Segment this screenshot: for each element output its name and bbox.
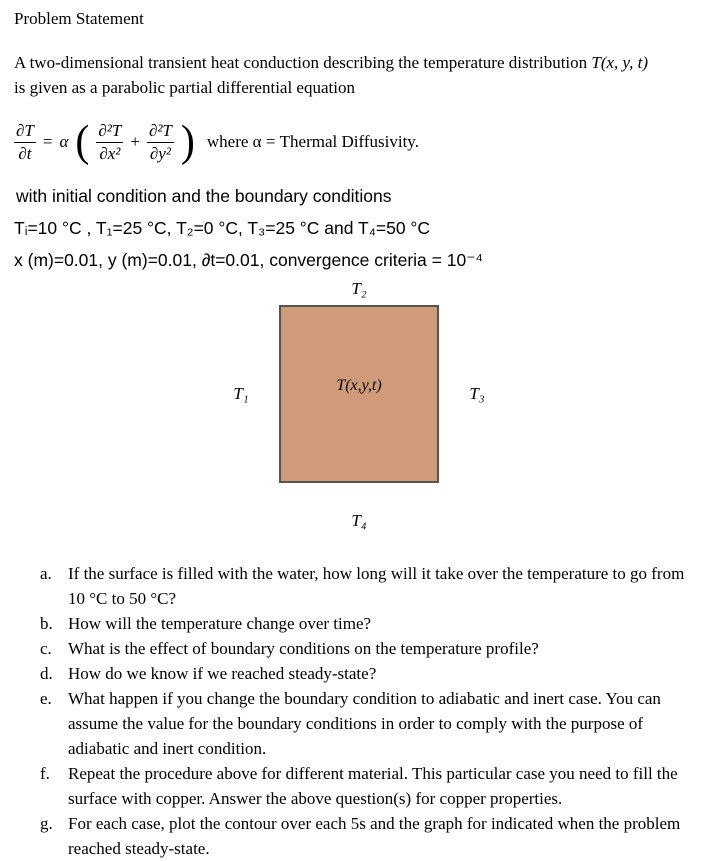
question-item-d bbox=[14, 661, 704, 686]
equals-sign: = bbox=[42, 132, 53, 151]
question-item-f bbox=[14, 761, 704, 811]
boundary-label-T2: T₂ bbox=[351, 279, 367, 298]
boundary-label-T4: T₄ bbox=[351, 511, 367, 530]
question-text: For each case, plot the contour over each 5s and the graph for indicated when the problem reached steady-state. bbox=[68, 814, 681, 858]
question-item-e bbox=[14, 686, 704, 761]
question-item-b bbox=[14, 611, 704, 636]
question-text: How will the temperature change over time? bbox=[68, 614, 372, 633]
question-text: How do we know if we reached steady-state? bbox=[68, 664, 377, 683]
boundary-label-T1: T₁ bbox=[233, 384, 249, 403]
question-letter: a. bbox=[40, 564, 52, 583]
boundary-conditions-line: Tᵢ=10 °C , T₁=25 °C, T₂=0 °C, T₃=25 °C and T₄=50 °C bbox=[14, 218, 431, 238]
page-title: Problem Statement bbox=[14, 9, 144, 28]
intro-math-term: T(x, y, t) bbox=[591, 53, 649, 72]
question-text: What is the effect of boundary conditions on the temperature profile? bbox=[68, 639, 539, 658]
question-letter: c. bbox=[40, 639, 52, 658]
fraction-dT-dt: $\frac{\partial T}{\partial t}$ bbox=[16, 120, 34, 163]
domain-center-label: T(x,y,t) bbox=[336, 377, 382, 394]
plus-sign: + bbox=[130, 132, 140, 151]
question-text: If the surface is filled with the water, how long will it take over the temperature to go from 10 °C to 50 °C? bbox=[68, 564, 685, 608]
fraction-d2T-dy2: $\frac{\text{∂²T}}{\text{∂y²}}$ bbox=[148, 120, 172, 163]
fraction-d2T-dx2: $\frac{\text{∂²T}}{\text{∂x²}}$ bbox=[98, 120, 122, 163]
question-text: Repeat the procedure above for different material. This particular case you need to fill the surface with copper. Answer the above question(s) for copper properties. bbox=[68, 764, 678, 808]
question-letter: e. bbox=[40, 689, 52, 708]
question-text: What happen if you change the boundary condition to adiabatic and inert case. You can assume the value for the boundary conditions in order to comply with the purpose of adiabatic and inert condition. bbox=[68, 689, 661, 758]
question-letter: g. bbox=[40, 814, 53, 833]
conditions-heading: with initial condition and the boundary conditions bbox=[16, 186, 392, 206]
question-letter: b. bbox=[40, 614, 53, 633]
question-item-g bbox=[14, 811, 704, 861]
pde-equation: $\frac{\partial T}{\partial t}$ = α ( $\frac{\text{∂²T}}{\text{∂x²}}$ + $\frac{\text{∂²T}}{\text{∂y²}}$ ) where α = Thermal Diffusivity. bbox=[16, 117, 419, 167]
domain-square bbox=[279, 305, 439, 483]
intro-text-1: A two-dimensional transient heat conduction describing the temperature distribution bbox=[14, 53, 592, 72]
question-item-a bbox=[14, 561, 704, 611]
intro-text-2: is given as a parabolic partial differential equation bbox=[14, 78, 355, 97]
alpha-symbol: α bbox=[59, 132, 69, 151]
question-letter: f. bbox=[40, 764, 50, 783]
boundary-label-T3: T₃ bbox=[469, 384, 485, 403]
intro-paragraph bbox=[14, 50, 704, 100]
heat-square-diagram bbox=[199, 279, 519, 531]
question-letter: d. bbox=[40, 664, 53, 683]
question-list bbox=[14, 561, 704, 861]
equation-where-clause: where α = Thermal Diffusivity. bbox=[206, 132, 419, 151]
question-item-c bbox=[14, 636, 704, 661]
grid-parameters-line: x (m)=0.01, y (m)=0.01, ∂t=0.01, convergence criteria = 10⁻⁴ bbox=[14, 250, 483, 270]
diagram-middle-row bbox=[199, 305, 519, 483]
